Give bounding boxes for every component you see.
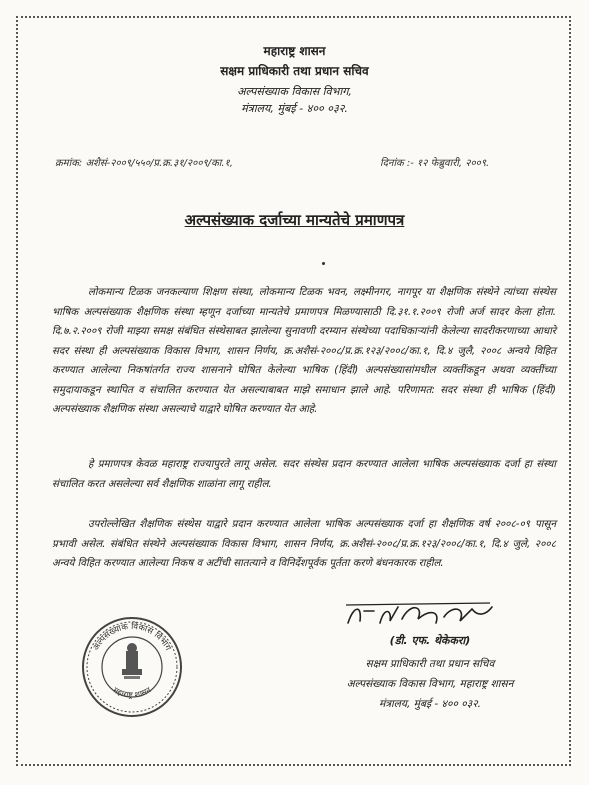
paragraph-2: हे प्रमाणपत्र केवळ महाराष्ट्र राज्यापुरते लागू असेल. सदर संस्थेस प्रदान करण्यात आलेला भाषिक अल्पसंख्याक दर्जा हा संस्था संचालित करत असलेल्या सर्व शैक्षणिक शाळांना लागू राहील. — [52, 459, 556, 490]
signatory-name: (डी. एफ. थेकेकरा) — [389, 634, 471, 647]
header-department: अल्पसंख्याक विकास विभाग, — [237, 85, 352, 98]
certificate-title: अल्पसंख्याक दर्जाच्या मान्यतेचे प्रमाणपत्र — [184, 211, 405, 229]
header-address: मंत्रालय, मुंबई - ४०० ०३२. — [241, 102, 348, 115]
seal-inner-text: महाराष्ट्र शासन — [111, 685, 153, 700]
seal-outer-text: अल्पसंख्याक विकास विभाग — [91, 621, 173, 653]
official-seal-icon — [80, 615, 184, 719]
svg-text:महाराष्ट्र शासन — [112, 685, 153, 699]
reference-number: क्रमांक: अशैसं-२००९/५५०/प्र.क्र.३१/२००९/का.१, — [55, 158, 233, 169]
header-authority: सक्षम प्राधिकारी तथा प्रधान सचिव — [220, 64, 369, 78]
signatory-designation: सक्षम प्राधिकारी तथा प्रधान सचिव — [365, 658, 495, 670]
paragraph-1: लोकमान्य टिळक जनकल्याण शिक्षण संस्था, लोकमान्य टिळक भवन, लक्ष्मीनगर, नागपूर या शैक्षणिक संस्थेने त्यांच्या संस्थेस भाषिक अल्पसंख्याक शैक्षणिक संस्था म्हणून दर्जाच्या मान्यतेचे प्रमाणपत्र मिळण्यासाठी दि.३१.१.२००९ रोजी अर्ज सादर केला होता. दि.७.२.२००९ रोजी माझ्या समक्ष संबंधित संस्थेसाबत झालेल्या सुनावणी दरम्यान संस्थेच्या पदाधिकाऱ्यांनी केलेल्या सादरीकरणाच्या आधारे सदर संस्था ही अल्पसंख्याक विकास विभाग, शासन निर्णय, क्र.अशैसं-२००८/प्र.क्र.१२३/२००८/का.१, दि.४ जुलै, २००८ अन्वये विहित करण्यात आलेल्या निकषांतर्गत राज्य शासनाने घोषित केलेल्या भाषिक (हिंदी) अल्पसंख्यासांमधील व्यक्तींकडून अथवा व्यक्तींच्या समुदायाकडून स्थापित व संचालित करण्यात येत असल्याबाबत माझे समाधान झाले आहे. परिणामत: सदर संस्था ही भाषिक (हिंदी) अल्पसंख्याक शैक्षणिक संस्था असल्याचे याद्वारे घोषित करण्यात येत आहे. — [52, 287, 556, 415]
center-dot — [322, 262, 325, 265]
signatory-address: मंत्रालय, मुंबई - ४०० ०३२. — [378, 698, 481, 710]
reference-date: दिनांक :- १२ फेब्रुवारी, २००९. — [380, 158, 490, 169]
header-govt: महाराष्ट्र शासन — [263, 44, 326, 58]
paragraph-3: उपरोल्लेखित शैक्षणिक संस्थेस याद्वारे प्रदान करण्यात आलेला भाषिक अल्पसंख्याक दर्जा हा शैक्षणिक वर्ष २००८-०९ पासून प्रभावी असेल. संबंधित संस्थेने अल्पसंख्याक विकास विभाग, शासन निर्णय, क्र.अशैसं-२००८/प्र.क्र.१२३/२००८/का.१, दि.४ जुले, २००८ अन्वये विहित करण्यात आलेल्या निकष व अटींची सातत्याने व विनिर्देशपूर्वक पूर्तता करणे बंधनकारक राहील. — [52, 519, 556, 569]
signature-icon — [340, 597, 500, 633]
signatory-department: अल्पसंख्याक विकास विभाग, महाराष्ट्र शासन — [346, 678, 514, 690]
